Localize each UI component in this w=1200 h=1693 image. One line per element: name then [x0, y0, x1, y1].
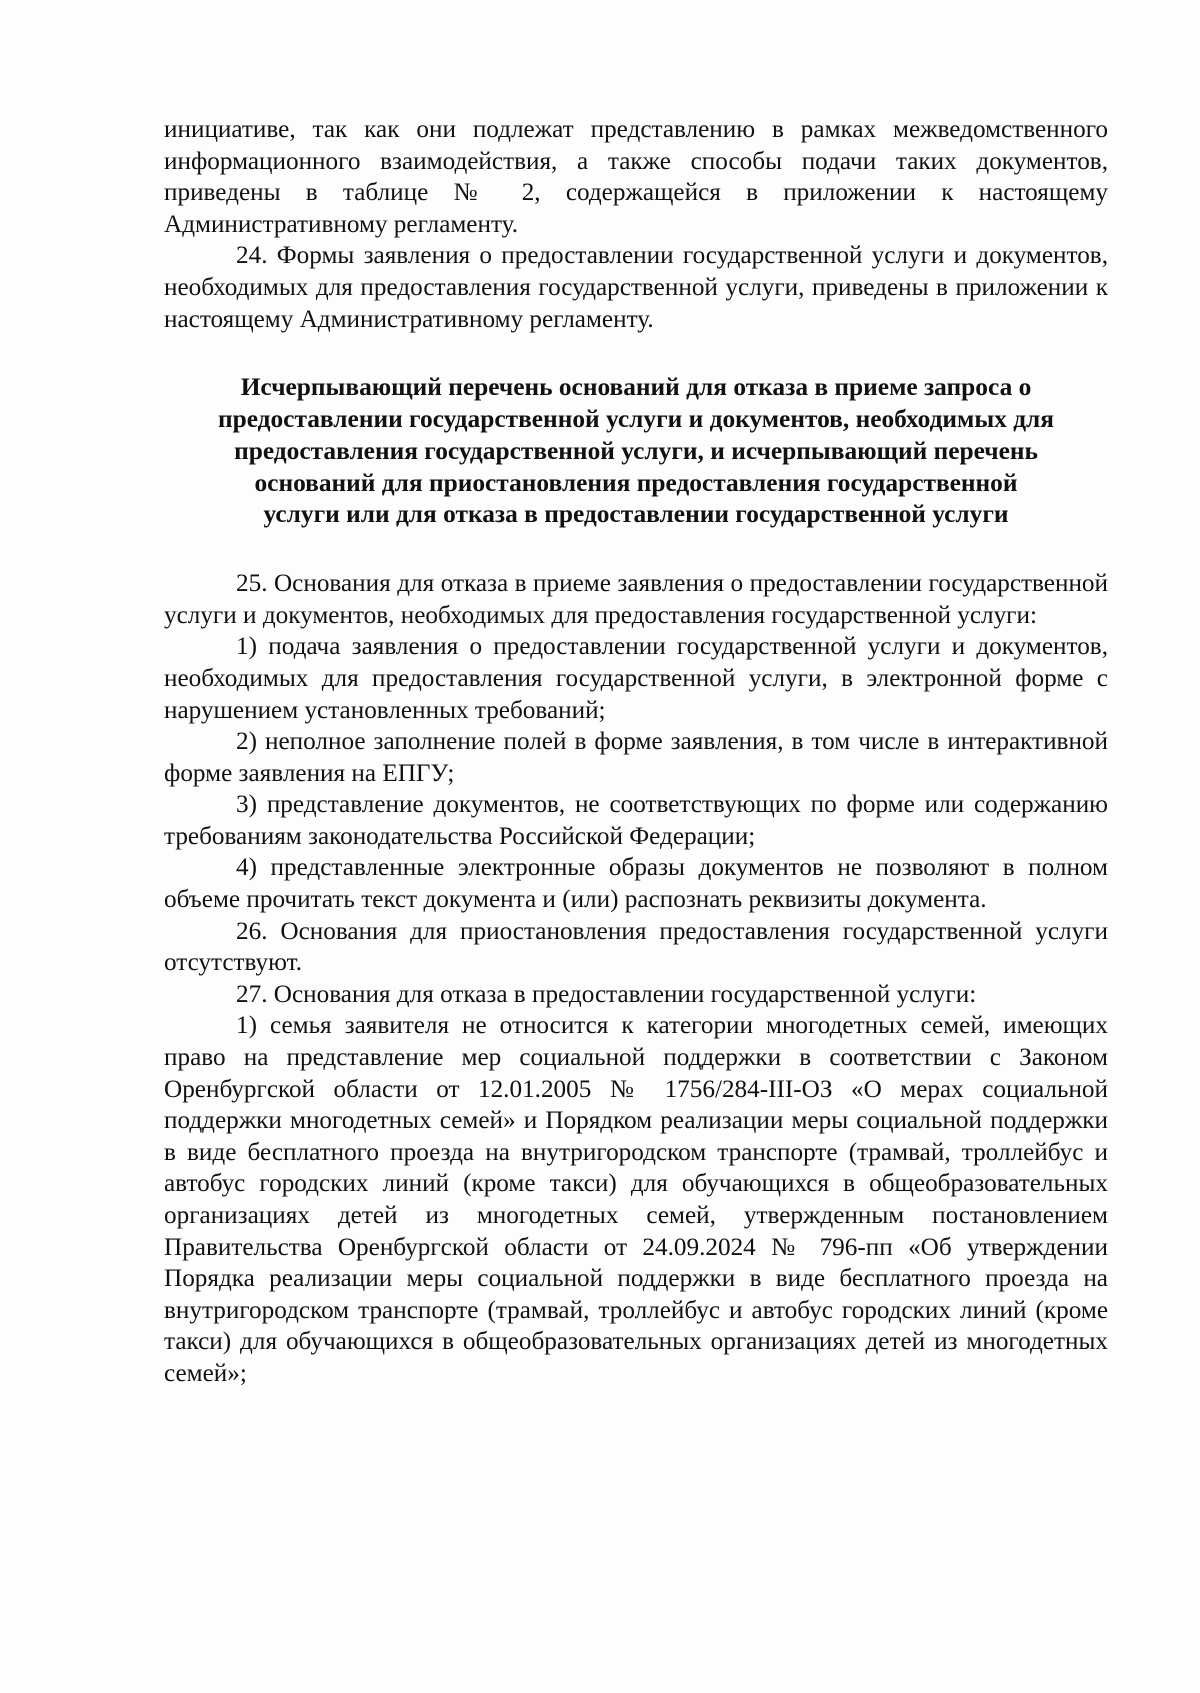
paragraph-26: 26. Основания для приостановления предоставления государственной услуги отсутствуют.: [164, 917, 1108, 977]
heading-line-2: предоставлении государственной услуги и документов, необходимых для: [217, 404, 1055, 433]
heading-line-3: предоставления государственной услуги, и исчерпывающий перечень: [234, 436, 1038, 465]
document-body: [164, 114, 1108, 1390]
heading-line-4: оснований для приостановления предоставления государственной: [254, 468, 1018, 497]
paragraph-25-item-2: 2) неполное заполнение полей в форме заявления, в том числе в интерактивной форме заявления на ЕПГУ;: [164, 728, 1108, 787]
paragraph-24: 24. Формы заявления о предоставлении государственной услуги и документов, необходимых для предоставления государственной услуги, приведены в приложении к настоящему Административному регламенту.: [164, 242, 1108, 333]
paragraph-25-intro: 25. Основания для отказа в приеме заявления о предоставлении государственной услуги и документов, необходимых для предоставления государственной услуги:: [164, 570, 1108, 629]
heading-line-5: услуги или для отказа в предоставлении государственной услуги: [263, 500, 1009, 529]
section-25: [164, 568, 1108, 916]
intro-continuation-paragraph: инициативе, так как они подлежат представлению в рамках межведомственного информационного взаимодействия, а также способы подачи таких документов, приведены в таблице № 2, содержащейся в приложении к настоящему Административному регламенту.: [164, 116, 1108, 238]
section-heading: [164, 372, 1108, 531]
paragraph-25-item-4: 4) представленные электронные образы документов не позволяют в полном объеме прочитать текст документа и (или) распознать реквизиты документа.: [164, 854, 1108, 914]
paragraph-25-item-1: 1) подача заявления о предоставлении государственной услуги и документов, необходимых для предоставления государственной услуги, в электронной форме с нарушением установленных требований;: [164, 633, 1108, 724]
paragraph-27-item-1: 1) семья заявителя не относится к категории многодетных семей, имеющих право на представление мер социальной поддержки в соответствии с Законом Оренбургской области от 12.01.2005 № 1756/284-III-ОЗ «О мерах социальной поддержки многодетных семей» и Порядком реализации меры социальной поддержки в виде бесплатного проезда на внутригородском транспорте (трамвай, троллейбус и автобус городских линий (кроме такси) для обучающихся в общеобразовательных организациях детей из многодетных семей, утвержденным постановлением Правительства Оренбургской области от 24.09.2024 № 796-пп «Об утверждении Порядка реализации меры социальной поддержки в виде бесплатного проезда на внутригородском транспорте (трамвай, троллейбус и автобус городских линий (кроме такси) для обучающихся в общеобразовательных организациях детей из многодетных семей»;: [164, 1012, 1108, 1387]
paragraph-27-intro: 27. Основания для отказа в предоставлении государственной услуги:: [236, 980, 977, 1008]
paragraph-25-item-3: 3) представление документов, не соответствующих по форме или содержанию требованиям законодательства Российской Федерации;: [164, 791, 1108, 850]
heading-line-1: Исчерпывающий перечень оснований для отказа в приеме запроса о: [240, 373, 1032, 402]
